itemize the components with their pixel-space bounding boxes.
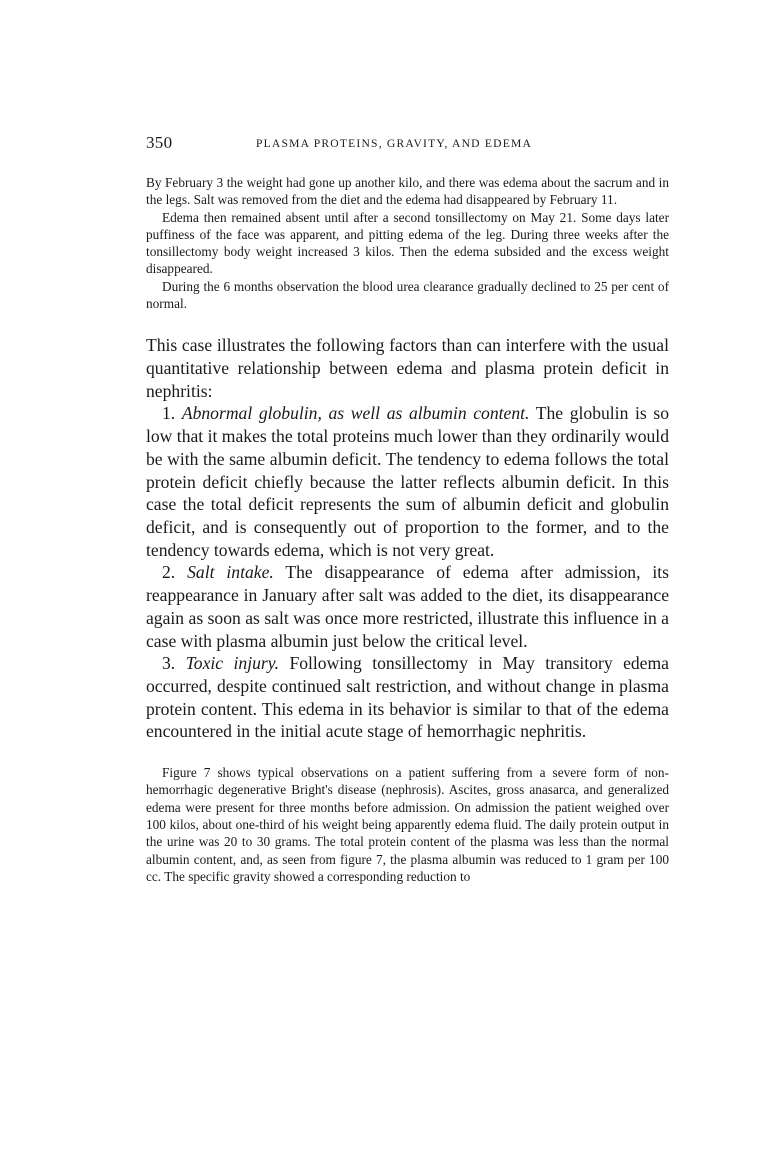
factor-number: 1. bbox=[162, 403, 176, 424]
factor-heading: Salt intake. bbox=[187, 562, 274, 583]
page-header bbox=[146, 120, 669, 158]
factor-text: The globulin is so low that it makes the total proteins much lower than they ordinarily would be with the same albumin deficit. The tendency to edema follows the total protein deficit chiefly because the latter reflects albumin deficit. In this case the total deficit represents the sum of albumin deficit and globulin deficit, and is consequently out of proportion to the former, and to the tendency towards edema, which is not very great. bbox=[146, 403, 669, 560]
factor-heading: Toxic injury. bbox=[185, 653, 279, 674]
factor-paragraph bbox=[146, 561, 669, 652]
page-number: 350 bbox=[146, 133, 173, 152]
case-note-paragraph: Edema then remained absent until after a second tonsillectomy on May 21. Some days later puffiness of the face was apparent, and pitting edema of the leg. During three weeks after the tonsillectomy body weight increased 3 kilos. Then the edema subsided and the excess weight disappeared. bbox=[146, 209, 669, 277]
factor-paragraph bbox=[146, 402, 669, 561]
running-title: PLASMA PROTEINS, GRAVITY, AND EDEMA bbox=[256, 137, 533, 150]
factor-text: Following tonsillectomy in May transitory edema occurred, despite continued salt restriction, and without change in plasma protein content. This edema in its behavior is similar to that of the edema encountered in the initial acute stage of hemorrhagic nephritis. bbox=[146, 653, 669, 742]
case-note-paragraph: During the 6 months observation the blood urea clearance gradually declined to 25 per cent of normal. bbox=[146, 278, 669, 312]
case-note-paragraph: By February 3 the weight had gone up another kilo, and there was edema about the sacrum and in the legs. Salt was removed from the diet and the edema had disappeared by February 11. bbox=[146, 175, 669, 208]
discussion bbox=[146, 334, 669, 743]
factor-paragraph bbox=[146, 652, 669, 743]
factor-text: The disappearance of edema after admission, its reappearance in January after salt was added to the diet, its disappearance again as soon as salt was once more restricted, illustrate this influence in a case with plasma albumin just below the critical level. bbox=[146, 562, 669, 651]
factor-number: 3. bbox=[162, 653, 176, 674]
figure-paragraph: Figure 7 shows typical observations on a patient suffering from a severe form of non-hemorrhagic degenerative Bright's disease (nephrosis). Ascites, gross anasarca, and generalized edema were present for three months before admission. On admission the patient weighed over 100 kilos, about one-third of his weight being apparently edema fluid. The daily protein output in the urine was 20 to 30 grams. The total protein content of the plasma was less than the normal albumin content, and, as seen from figure 7, the plasma albumin was reduced to 1 gram per 100 cc. The specific gravity showed a corresponding reduction to bbox=[146, 765, 669, 884]
factor-heading: Abnormal globulin, as well as albumin content. bbox=[181, 403, 530, 424]
case-notes bbox=[146, 174, 669, 312]
discussion-intro: This case illustrates the following factors than can interfere with the usual quantitative relationship between edema and plasma protein deficit in nephritis: bbox=[146, 335, 669, 401]
figure-description bbox=[146, 764, 669, 885]
page bbox=[146, 120, 669, 885]
factor-number: 2. bbox=[162, 562, 176, 583]
